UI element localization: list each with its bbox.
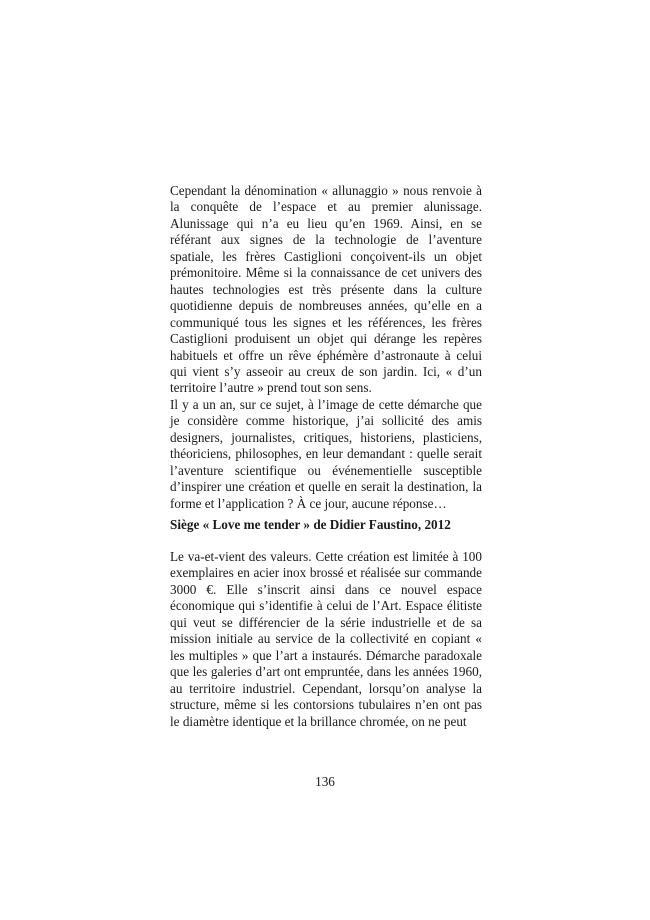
paragraph-love-me-tender: Le va-et-vient des valeurs. Cette création est limitée à 100 exemplaires en acier inox brossé et réalisée sur commande 3000 €. Elle s’inscrit ainsi dans ce nouvel espace économique qui s’identifie à celui de l’Art. Espace élitiste qui veut se différencier de la série industrielle et de sa mission initiale au service de la collectivité en copiant « les multiples » que l’art a instaurés. Démarche paradoxale que les galeries d’art ont empruntée, dans les années 1960, au territoire industriel. Cependant, lorsqu’on analyse la structure, même si les contorsions tubulaires n’en ont pas le diamètre identique et la brillance chromée, on ne peut	[170, 549, 482, 729]
article-text-upper	[170, 183, 482, 512]
article-text-lower	[170, 549, 482, 730]
page-number: 136	[315, 774, 335, 789]
paragraph-allunaggio: Cependant la dénomination « allunaggio » nous renvoie à la conquête de l’espace et au premier alunissage. Alunissage qui n’a eu lieu qu’en 1969. Ainsi, en se référant aux signes de la technologie de l’aventure spatiale, les frères Castiglioni conçoivent-ils un objet prémonitoire. Même si la connaissance de cet univers des hautes technologies est très présente dans la culture quotidienne depuis de nombreuses années, qu’elle en a communiqué tous les signes et les références, les frères Castiglioni produisent un objet qui dérange les repères habituels et offre un rêve éphémère d’astronaute à celui qui vient s’y asseoir au creux de son jardin. Ici, « d’un territoire l’autre » prend tout son sens.	[170, 183, 482, 396]
section-heading: Siège « Love me tender » de Didier Faustino, 2012	[170, 517, 451, 532]
paragraph-survey: Il y a un an, sur ce sujet, à l’image de cette démarche que je considère comme historique, j’ai sollicité des amis designers, journalistes, critiques, historiens, plasticiens, théoriciens, philosophes, en leur demandant : quelle serait l’aventure scientifique ou événementielle susceptible d’inspirer une création et quelle en serait la destination, la forme et l’application ? À ce jour, aucune réponse…	[170, 396, 482, 511]
